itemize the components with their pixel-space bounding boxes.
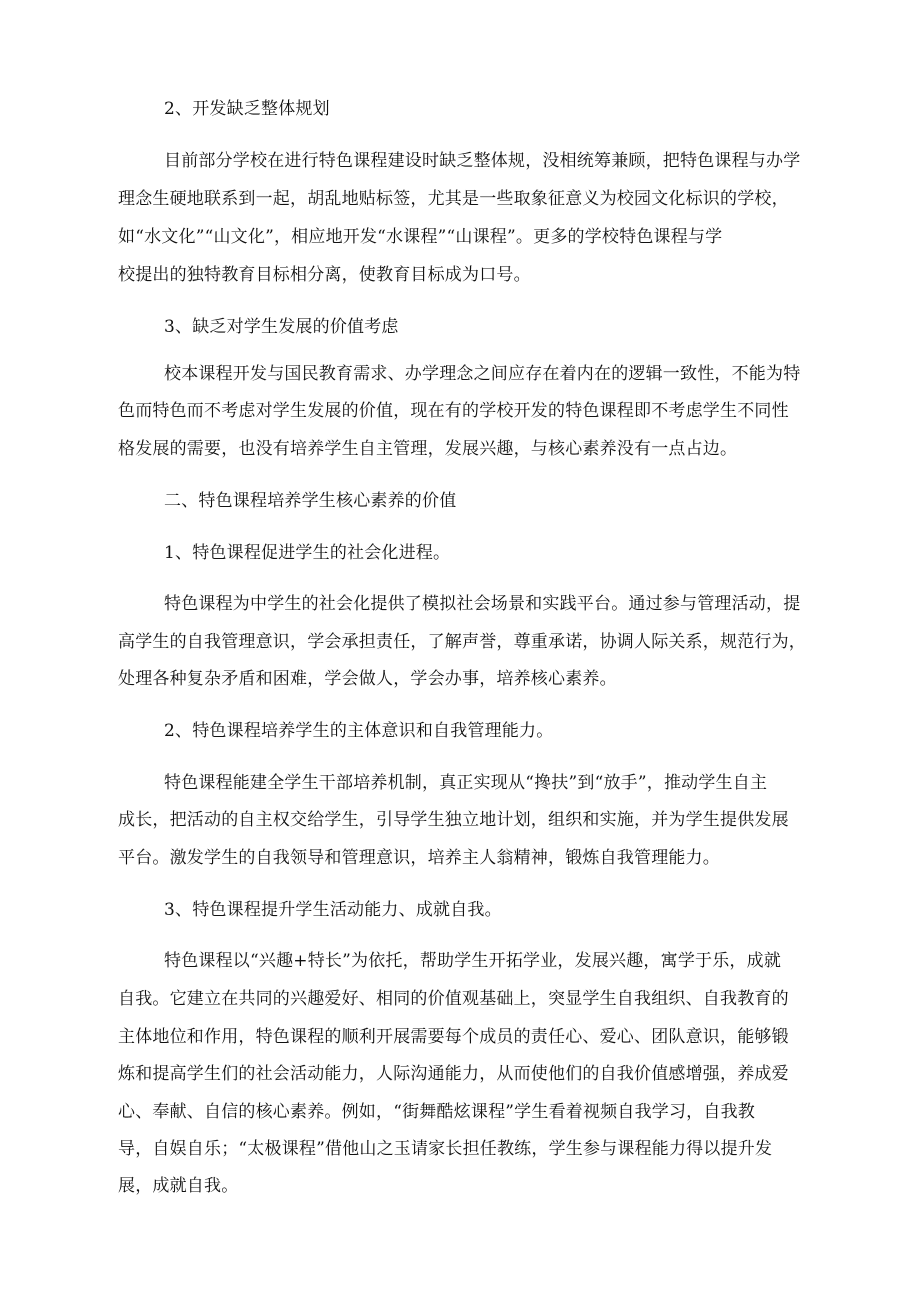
- paragraph-line: 理念生硬地联系到一起，胡乱地贴标签，尤其是一些取象征意义为校园文化标识的学校，: [118, 189, 789, 209]
- paragraph-line: 校本课程开发与国民教育需求、办学理念之间应存在着内在的逻辑一致性，不能为特: [164, 364, 801, 384]
- section-heading: 2、开发缺乏整体规划: [164, 99, 330, 119]
- paragraph-line: 心、奉献、自信的核心素养。例如，“街舞酷炫课程”学生看着视频自我学习，自我教: [118, 1102, 755, 1122]
- paragraph-line: 平台。激发学生的自我领导和管理意识，培养主人翁精神，锻炼自我管理能力。: [118, 848, 720, 868]
- paragraph-line: 自我。它建立在共同的兴趣爱好、相同的价值观基础上，突显学生自我组织、自我教育的: [118, 989, 789, 1009]
- paragraph-line: 特色课程能建全学生干部培养机制，真正实现从“搀扶”到“放手”，推动学生自主: [164, 773, 768, 793]
- paragraph-line: 如“水文化”“山文化”，相应地开发“水课程”“山课程”。更多的学校特色课程与学: [118, 227, 723, 247]
- paragraph-line: 特色课程以“兴趣+特长”为依托，帮助学生开拓学业，发展兴趣，寓学于乐，成就: [164, 951, 782, 971]
- section-heading: 2、特色课程培养学生的主体意识和自我管理能力。: [164, 721, 554, 741]
- section-heading: 3、缺乏对学生发展的价值考虑: [164, 317, 399, 337]
- paragraph-line: 目前部分学校在进行特色课程建设时缺乏整体规，没相统筹兼顾，把特色课程与办学: [164, 151, 801, 171]
- paragraph-line: 展，成就自我。: [118, 1176, 239, 1196]
- paragraph-line: 校提出的独特教育目标相分离，使教育目标成为口号。: [118, 265, 531, 285]
- paragraph-line: 主体地位和作用，特色课程的顺利开展需要每个成员的责任心、爱心、团队意识，能够锻: [118, 1027, 789, 1047]
- section-heading: 3、特色课程提升学生活动能力、成就自我。: [164, 900, 502, 920]
- paragraph-line: 高学生的自我管理意识，学会承担责任，了解声誉，尊重承诺，协调人际关系，规范行为，: [118, 632, 806, 652]
- paragraph-line: 导，自娱自乐；“太极课程”借他山之玉请家长担任教练，学生参与课程能力得以提升发: [118, 1139, 773, 1159]
- section-heading: 1、特色课程促进学生的社会化进程。: [164, 543, 451, 563]
- paragraph-line: 色而特色而不考虑对学生发展的价值，现在有的学校开发的特色课程即不考虑学生不同性: [118, 401, 789, 421]
- section-heading: 二、特色课程培养学生核心素养的价值: [164, 491, 457, 511]
- paragraph-line: 处理各种复杂矛盾和困难，学会做人，学会办事，培养核心素养。: [118, 669, 617, 689]
- paragraph-line: 炼和提高学生们的社会活动能力，人际沟通能力，从而使他们的自我价值感增强，养成爱: [118, 1064, 789, 1084]
- paragraph-line: 成长，把活动的自主权交给学生，引导学生独立地计划，组织和实施，并为学生提供发展: [118, 810, 789, 830]
- paragraph-line: 格发展的需要，也没有培养学生自主管理，发展兴趣，与核心素养没有一点占边。: [118, 439, 738, 459]
- paragraph-line: 特色课程为中学生的社会化提供了模拟社会场景和实践平台。通过参与管理活动，提: [164, 594, 801, 614]
